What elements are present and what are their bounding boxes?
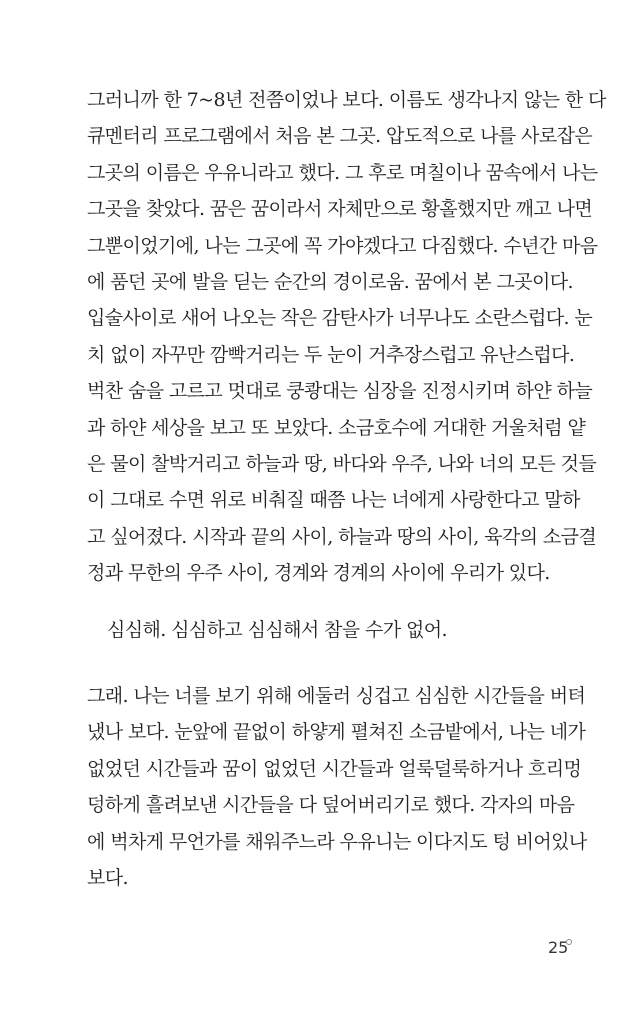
text-line: 그곳을 찾았다. 꿈은 꿈이라서 자체만으로 황홀했지만 깨고 나면 — [87, 198, 593, 221]
text-line: 덩하게 흘려보낸 시간들을 다 덮어버리기로 했다. 각자의 마음 — [87, 794, 575, 817]
text-line: 에 벅차게 무언가를 채워주느라 우유니는 이다지도 텅 비어있나 — [87, 830, 587, 853]
text-line: 냈나 보다. 눈앞에 끝없이 하얗게 펼쳐진 소금밭에서, 나는 네가 — [87, 721, 586, 744]
text-line: 벅찬 숨을 고르고 멋대로 쿵쾅대는 심장을 진정시키며 하얀 하늘 — [87, 380, 593, 403]
paragraph-intro — [87, 82, 606, 591]
text-line: 그뿐이었기에, 나는 그곳에 꼭 가야겠다고 다짐했다. 수년간 마음 — [87, 234, 598, 257]
text-line: 치 없이 자꾸만 깜빡거리는 두 눈이 거추장스럽고 유난스럽다. — [87, 343, 575, 366]
page-number: 25 — [548, 938, 569, 957]
text-line: 이 그대로 수면 위로 비춰질 때쯤 나는 너에게 사랑한다고 말하 — [87, 489, 580, 512]
page-number-ornament-icon — [566, 939, 572, 945]
text-line: 심심해. 심심하고 심심해서 참을 수가 없어. — [107, 619, 447, 641]
text-line: 정과 무한의 우주 사이, 경계와 경계의 사이에 우리가 있다. — [87, 562, 550, 585]
text-line: 에 품던 곳에 발을 딛는 순간의 경이로움. 꿈에서 본 그곳이다. — [87, 270, 573, 293]
paragraph-closing — [87, 678, 587, 896]
text-line: 과 하얀 세상을 보고 또 보았다. 소금호수에 거대한 거울처럼 얕 — [87, 416, 586, 439]
text-line: 그곳의 이름은 우유니라고 했다. 그 후로 며칠이나 꿈속에서 나는 — [87, 161, 598, 184]
text-line: 은 물이 찰박거리고 하늘과 땅, 바다와 우주, 나와 너의 모든 것들 — [87, 452, 597, 475]
text-line: 그러니까 한 7~8년 전쯤이었나 보다. 이름도 생각나지 않는 한 다 — [87, 89, 606, 111]
text-line: 입술사이로 새어 나오는 작은 감탄사가 너무나도 소란스럽다. 눈 — [87, 307, 593, 330]
quote-line — [107, 612, 591, 648]
text-line: 없었던 시간들과 꿈이 없었던 시간들과 얼룩덜룩하거나 흐리멍 — [87, 757, 582, 780]
text-line: 큐멘터리 프로그램에서 처음 본 그곳. 압도적으로 나를 사로잡은 — [87, 125, 593, 148]
text-line: 보다. — [87, 866, 128, 889]
text-line: 그래. 나는 너를 보기 위해 에둘러 싱겁고 심심한 시간들을 버텨 — [87, 685, 586, 707]
text-line: 고 싶어졌다. 시작과 끝의 사이, 하늘과 땅의 사이, 육각의 소금결 — [87, 525, 597, 548]
